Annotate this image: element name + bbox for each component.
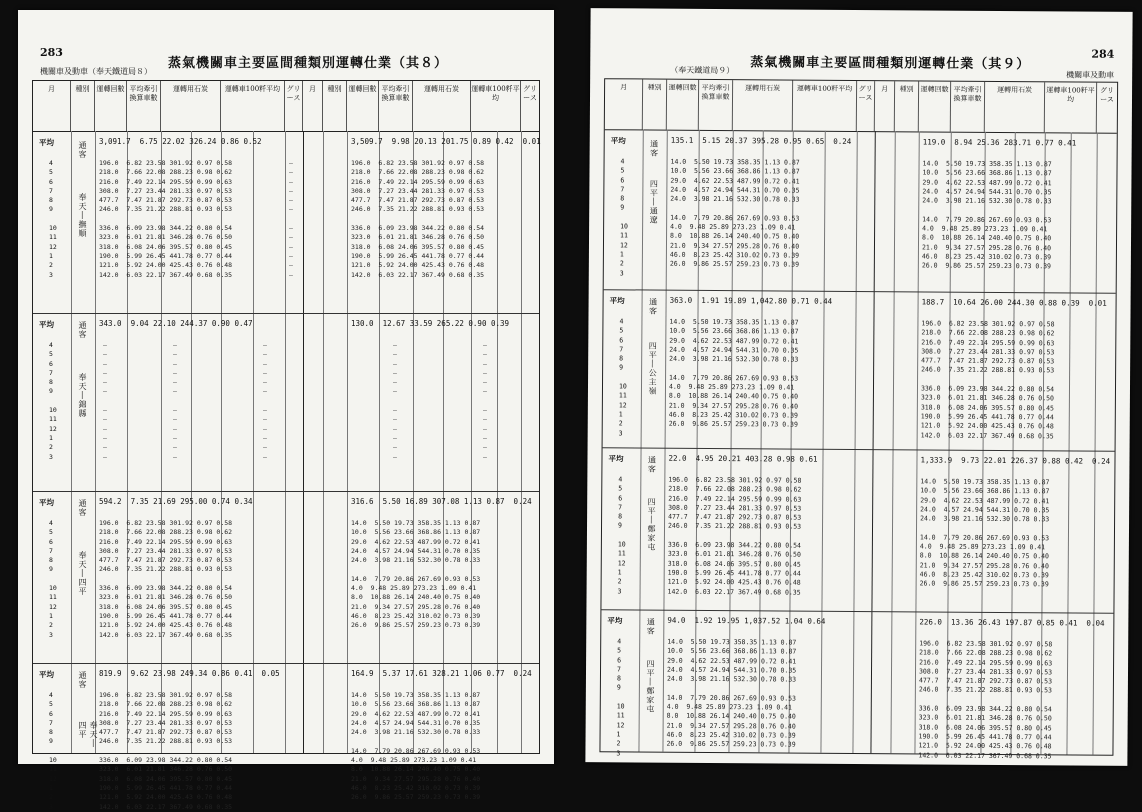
route-label: 四平―鄭家屯 xyxy=(645,659,656,714)
header-avg-2: 運轉車100粁平均 xyxy=(471,81,521,131)
page-title: 蒸氣機關車主要區間種類別運轉仕業（其９） xyxy=(750,55,1031,73)
data-table xyxy=(32,80,541,811)
data-table xyxy=(599,78,1118,760)
header-cars-2: 平均牽引換算車數 xyxy=(951,82,985,132)
avg-values-2: 1,333.9 9.73 22.01 226.37 0.88 0.42 0.24 xyxy=(920,455,1111,466)
page-subtitle: 機關車及動車（奉天鐵道局８） xyxy=(40,67,152,76)
route-label: 四平―通遼 xyxy=(649,179,659,225)
route-label: 奉天―撫順 xyxy=(78,193,87,238)
header-avg-2: 運轉車100粁平均 xyxy=(1045,82,1097,132)
header-month: 月 xyxy=(33,81,71,131)
header-runs-2: 運轉回數 xyxy=(919,81,951,131)
header-cars-2: 平均牽引換算車數 xyxy=(379,81,413,131)
table-header xyxy=(33,81,539,132)
month-column: 4 5 6 7 8 9 10 11 12 1 2 3 xyxy=(49,519,57,639)
header-coal: 運轉用石炭 xyxy=(161,81,221,131)
avg-values-2: 164.9 5.37 17.61 328.21 1.06 0.77 0.24 xyxy=(351,669,532,678)
avg-values-2: 316.6 5.50 16.89 307.08 1.13 0.87 0.24 xyxy=(351,497,532,506)
avg-label: 平均 xyxy=(39,138,54,147)
data-rows-2: 14.0 5.50 19.73 358.35 1.13 0.87 10.0 5.56 23.66 368.86 1.13 0.87 29.0 4.62 22.53 487.99 0.72 0.41 24.0 4.57 24.94 544.31 0.70 0.35 24.0 3.98 21.16 532.30 0.78 0.33 14.0 7.79 20.86 267.69 0.93 0.53 4.0 9.48 25.89 273.23 1.09 0.41 8.0 10.88 26.14 240.40 0.75 0.40 21.0 9.34 27.57 295.28 0.76 0.40 46.0 8.23 25.42 310.02 0.73 0.39 26.0 9.86 25.57 259.23 0.73 0.39 xyxy=(919,477,1050,589)
data-rows-2: 14.0 5.50 19.73 358.35 1.13 0.87 10.0 5.56 23.66 368.86 1.13 0.87 29.0 4.62 22.53 487.99 0.72 0.41 24.0 4.57 24.94 544.31 0.70 0.35 24.0 3.98 21.16 532.30 0.78 0.33 14.0 7.79 20.86 267.69 0.93 0.53 4.0 9.48 25.89 273.23 1.09 0.41 8.0 10.88 26.14 240.40 0.75 0.40 21.0 9.34 27.57 295.28 0.76 0.40 46.0 8.23 25.42 310.02 0.73 0.39 26.0 9.86 25.57 259.23 0.73 0.39 xyxy=(921,159,1052,271)
avg-label: 平均 xyxy=(39,320,54,329)
data-rows: 14.0 5.50 19.73 358.35 1.13 0.87 10.0 5.56 23.66 368.86 1.13 0.87 29.0 4.62 22.53 487.99 0.72 0.41 24.0 4.57 24.94 544.31 0.70 0.35 24.0 3.98 21.16 532.30 0.78 0.33 14.0 7.79 20.86 267.69 0.93 0.53 4.0 9.48 25.89 273.23 1.09 0.41 8.0 10.88 26.14 240.40 0.75 0.40 21.0 9.34 27.57 295.28 0.76 0.40 46.0 8.23 25.42 310.02 0.73 0.39 26.0 9.86 25.57 259.23 0.73 0.39 xyxy=(666,637,797,749)
month-column: 4 5 6 7 8 9 10 11 12 1 2 3 xyxy=(617,475,626,595)
table-header xyxy=(605,79,1117,134)
avg-label: 平均 xyxy=(39,670,54,679)
data-rows: 14.0 5.50 19.73 358.35 1.13 0.87 10.0 5.56 23.66 368.86 1.13 0.87 29.0 4.62 22.53 487.99 0.72 0.41 24.0 4.57 24.94 544.31 0.70 0.35 24.0 3.98 21.16 532.30 0.78 0.33 14.0 7.79 20.86 267.69 0.93 0.53 4.0 9.48 25.89 273.23 1.09 0.41 8.0 10.88 26.14 240.40 0.75 0.40 21.0 9.34 27.57 295.28 0.76 0.40 46.0 8.23 25.42 310.02 0.73 0.39 26.0 9.86 25.57 259.23 0.73 0.39 xyxy=(668,317,799,429)
kind-label: 通客 xyxy=(649,139,659,158)
route-label: 奉天―四平 xyxy=(78,721,98,748)
header-grease: グリース xyxy=(285,81,303,131)
avg-label: 平均 xyxy=(609,296,625,306)
kind-label: 通客 xyxy=(78,671,87,689)
data-rows: 196.0 6.82 23.58 301.92 0.97 0.58 218.0 7.66 22.08 288.23 0.98 0.62 216.0 7.49 22.14 295.59 0.99 0.63 308.0 7.27 23.44 281.33 0.97 0.53 477.7 7.47 21.87 292.73 0.87 0.53 246.0 7.35 21.22 288.81 0.93 0.53 336.0 6.09 23.98 344.22 0.80 0.54 323.0 6.01 21.81 346.28 0.76 0.50 318.0 6.08 24.06 395.57 0.80 0.45 190.0 5.99 26.45 441.78 0.77 0.44 121.0 5.92 24.00 425.43 0.76 0.48 142.0 6.03 22.17 367.49 0.68 0.35 xyxy=(667,475,802,597)
left-page xyxy=(18,10,554,811)
right-page xyxy=(585,8,1132,766)
header-grease-2: グリース xyxy=(1100,86,1115,104)
month-column: 4 5 6 7 8 9 10 11 12 1 2 3 xyxy=(616,637,625,757)
route-label: 四平―公主嶺 xyxy=(647,341,658,396)
avg-values: 22.0 4.95 20.21 403.28 0.98 0.61 xyxy=(668,453,818,464)
header-avg: 運轉車100粁平均 xyxy=(221,81,285,131)
dash-column: ― ― ― ― ― ― ― ― ― ― ― ― xyxy=(289,159,293,279)
kind-label: 通客 xyxy=(78,499,87,517)
data-rows-2: 14.0 5.50 19.73 358.35 1.13 0.87 10.0 5.56 23.66 368.86 1.13 0.87 29.0 4.62 22.53 487.99 0.72 0.41 24.0 4.57 24.94 544.31 0.70 0.35 24.0 3.98 21.16 532.30 0.78 0.33 14.0 7.79 20.86 267.69 0.93 0.53 4.0 9.48 25.89 273.23 1.09 0.41 8.0 10.88 26.14 240.40 0.75 0.40 21.0 9.34 27.57 295.28 0.76 0.40 46.0 8.23 25.42 310.02 0.73 0.39 26.0 9.86 25.57 259.23 0.73 0.39 xyxy=(351,691,481,802)
header-month-2: 月 xyxy=(303,81,323,131)
route-label: 奉天―四平 xyxy=(78,551,87,596)
avg-label: 平均 xyxy=(610,136,626,146)
avg-values: 3,091.7 6.75 22.02 326.24 0.86 0.52 xyxy=(99,137,262,146)
dash-column: ― ― ― ― ― ― ― ― ― ― ― ― xyxy=(103,341,107,461)
kind-label: 通客 xyxy=(78,321,87,339)
data-rows: 196.0 6.82 23.58 301.92 0.97 0.58 218.0 7.66 22.08 288.23 0.98 0.62 216.0 7.49 22.14 295.59 0.99 0.63 308.0 7.27 23.44 281.33 0.97 0.53 477.7 7.47 21.87 292.73 0.87 0.53 246.0 7.35 21.22 288.81 0.93 0.53 336.0 6.09 23.98 344.22 0.80 0.54 323.0 6.01 21.81 346.28 0.76 0.50 318.0 6.08 24.06 395.57 0.80 0.45 190.0 5.99 26.45 441.78 0.77 0.44 121.0 5.92 24.00 425.43 0.76 0.48 142.0 6.03 22.17 367.49 0.68 0.35 xyxy=(99,519,233,639)
header-avg: 運轉車100粁平均 xyxy=(793,81,857,131)
header-coal: 運轉用石炭 xyxy=(733,80,793,130)
data-rows: 14.0 5.50 19.73 358.35 1.13 0.87 10.0 5.56 23.66 368.86 1.13 0.87 29.0 4.62 22.53 487.99 0.72 0.41 24.0 4.57 24.94 544.31 0.70 0.35 24.0 3.98 21.16 532.30 0.78 0.33 14.0 7.79 20.86 267.69 0.93 0.53 4.0 9.48 25.89 273.23 1.09 0.41 8.0 10.88 26.14 240.40 0.75 0.40 21.0 9.34 27.57 295.28 0.76 0.40 46.0 8.23 25.42 310.02 0.73 0.39 26.0 9.86 25.57 259.23 0.73 0.39 xyxy=(669,157,800,269)
corner-label: 機關車及動車 xyxy=(1066,70,1115,80)
month-column: 4 5 6 7 8 9 10 11 12 1 2 3 xyxy=(618,317,627,437)
avg-label: 平均 xyxy=(607,616,623,626)
data-rows-2: 14.0 5.50 19.73 358.35 1.13 0.87 10.0 5.56 23.66 368.86 1.13 0.87 29.0 4.62 22.53 487.99 0.72 0.41 24.0 4.57 24.94 544.31 0.70 0.35 24.0 3.98 21.16 532.30 0.78 0.33 14.0 7.79 20.86 267.69 0.93 0.53 4.0 9.48 25.89 273.23 1.09 0.41 8.0 10.88 26.14 240.40 0.75 0.40 21.0 9.34 27.57 295.28 0.76 0.40 46.0 8.23 25.42 310.02 0.73 0.39 26.0 9.86 25.57 259.23 0.73 0.39 xyxy=(351,519,481,630)
page-number: 283 xyxy=(40,46,63,59)
header-cars: 平均牽引換算車數 xyxy=(699,80,733,130)
avg-label: 平均 xyxy=(608,454,624,464)
avg-values: 363.0 1.91 19.89 1,042.80 0.71 0.44 xyxy=(669,295,833,306)
header-kind-2: 種別 xyxy=(323,81,347,131)
header-month-2: 月 xyxy=(875,81,895,131)
header-runs: 運轉回數 xyxy=(667,80,699,130)
month-column: 4 5 6 7 8 9 10 11 12 1 2 3 xyxy=(49,691,57,811)
avg-values: 343.0 9.04 22.10 244.37 0.90 0.47 xyxy=(99,319,253,328)
kind-label: 通客 xyxy=(646,617,656,636)
header-coal-2: 運轉用石炭 xyxy=(413,81,471,131)
kind-label: 通客 xyxy=(647,455,657,474)
avg-values-2: 119.0 8.94 25.36 283.71 0.77 0.41 xyxy=(922,137,1077,148)
data-rows: 196.0 6.82 23.58 301.92 0.97 0.58 218.0 7.66 22.08 288.23 0.98 0.62 216.0 7.49 22.14 295.59 0.99 0.63 308.0 7.27 23.44 281.33 0.97 0.53 477.7 7.47 21.87 292.73 0.87 0.53 246.0 7.35 21.22 288.81 0.93 0.53 336.0 6.09 23.98 344.22 0.80 0.54 323.0 6.01 21.81 346.28 0.76 0.50 318.0 6.08 24.06 395.57 0.80 0.45 190.0 5.99 26.45 441.78 0.77 0.44 121.0 5.92 24.00 425.43 0.76 0.48 142.0 6.03 22.17 367.49 0.68 0.35 xyxy=(99,159,233,279)
data-rows-2: 196.0 6.82 23.58 301.92 0.97 0.58 218.0 7.66 22.08 288.23 0.98 0.62 216.0 7.49 22.14 295.59 0.99 0.63 308.0 7.27 23.44 281.33 0.97 0.53 477.7 7.47 21.87 292.73 0.87 0.53 246.0 7.35 21.22 288.81 0.93 0.53 336.0 6.09 23.98 344.22 0.80 0.54 323.0 6.01 21.81 346.28 0.76 0.50 318.0 6.08 24.06 395.57 0.80 0.45 190.0 5.99 26.45 441.78 0.77 0.44 121.0 5.92 24.00 425.43 0.76 0.48 142.0 6.03 22.17 367.49 0.68 0.35 xyxy=(351,159,485,279)
header-grease: グリース xyxy=(857,81,875,131)
header-kind: 種別 xyxy=(643,79,667,129)
header-kind: 種別 xyxy=(71,81,95,131)
avg-values: 594.2 7.35 21.69 295.00 0.74 0.34 xyxy=(99,497,253,506)
dash-column: ― ― ― ― ― ― ― ― ― ― ― ― xyxy=(393,341,397,461)
header-grease-2: グリース xyxy=(523,85,537,102)
avg-values: 94.0 1.92 19.95 1,037.52 1.04 0.64 xyxy=(667,615,826,626)
avg-values: 819.9 9.62 23.98 249.34 0.86 0.41 0.05 xyxy=(99,669,280,678)
page-number: 284 xyxy=(1091,47,1115,61)
dash-column: ― ― ― ― ― ― ― ― ― ― ― ― xyxy=(263,341,267,461)
month-column: 4 5 6 7 8 9 10 11 12 1 2 3 xyxy=(619,157,628,277)
dash-column: ― ― ― ― ― ― ― ― ― ― ― ― xyxy=(173,341,177,461)
header-month: 月 xyxy=(605,79,643,129)
avg-values-2: 226.0 13.36 26.43 197.87 0.85 0.41 0.04 xyxy=(919,617,1105,628)
header-runs: 運轉回數 xyxy=(95,81,127,131)
month-column: 4 5 6 7 8 9 10 11 12 1 2 3 xyxy=(49,341,57,461)
route-label: 奉天―錦縣 xyxy=(78,373,87,418)
avg-values: 135.1 5.15 20.37 395.28 0.95 0.65 0.24 xyxy=(670,135,852,146)
avg-label: 平均 xyxy=(39,498,54,507)
kind-label: 通客 xyxy=(648,297,658,316)
avg-values-2: 188.7 10.64 26.00 244.30 0.88 0.39 0.01 xyxy=(921,297,1107,308)
avg-values-2: 3,509.7 9.98 20.13 201.75 0.89 0.42 0.01 xyxy=(351,137,541,146)
header-cars: 平均牽引換算車數 xyxy=(127,81,161,131)
header-runs-2: 運轉回數 xyxy=(347,81,379,131)
data-rows-2: 196.0 6.82 23.58 301.92 0.97 0.58 218.0 7.66 22.08 288.23 0.98 0.62 216.0 7.49 22.14 295.59 0.99 0.63 308.0 7.27 23.44 281.33 0.97 0.53 477.7 7.47 21.87 292.73 0.87 0.53 246.0 7.35 21.22 288.81 0.93 0.53 336.0 6.09 23.98 344.22 0.80 0.54 323.0 6.01 21.81 346.28 0.76 0.50 318.0 6.08 24.06 395.57 0.80 0.45 190.0 5.99 26.45 441.78 0.77 0.44 121.0 5.92 24.00 425.43 0.76 0.48 142.0 6.03 22.17 367.49 0.68 0.35 xyxy=(920,319,1055,440)
header-coal-2: 運轉用石炭 xyxy=(985,82,1045,132)
route-label: 四平―鄭家屯 xyxy=(646,497,657,552)
page-title: 蒸氣機關車主要區間種類別運轉仕業（其８） xyxy=(168,56,449,71)
kind-label: 通客 xyxy=(78,141,87,159)
month-column: 4 5 6 7 8 9 10 11 12 1 2 3 xyxy=(49,159,57,279)
data-rows: 196.0 6.82 23.58 301.92 0.97 0.58 218.0 7.66 22.08 288.23 0.98 0.62 216.0 7.49 22.14 295.59 0.99 0.63 308.0 7.27 23.44 281.33 0.97 0.53 477.7 7.47 21.87 292.73 0.87 0.53 246.0 7.35 21.22 288.81 0.93 0.53 336.0 6.09 23.98 344.22 0.80 0.54 323.0 6.01 21.81 346.28 0.76 0.50 318.0 6.08 24.06 395.57 0.80 0.45 190.0 5.99 26.45 441.78 0.77 0.44 121.0 5.92 24.00 425.43 0.76 0.48 142.0 6.03 22.17 367.49 0.68 0.35 xyxy=(99,691,233,811)
header-kind-2: 種別 xyxy=(895,81,919,131)
avg-values-2: 130.0 12.67 33.59 265.22 0.90 0.39 xyxy=(351,319,510,328)
page-subtitle: （奉天鐵道局９） xyxy=(670,65,735,76)
dash-column: ― ― ― ― ― ― ― ― ― ― ― ― xyxy=(483,341,487,461)
data-rows-2: 196.0 6.82 23.58 301.92 0.97 0.58 218.0 7.66 22.08 288.23 0.98 0.62 216.0 7.49 22.14 295.59 0.99 0.63 308.0 7.27 23.44 281.33 0.97 0.53 477.7 7.47 21.87 292.73 0.87 0.53 246.0 7.35 21.22 288.81 0.93 0.53 336.0 6.09 23.98 344.22 0.80 0.54 323.0 6.01 21.81 346.28 0.76 0.50 318.0 6.08 24.06 395.57 0.80 0.45 190.0 5.99 26.45 441.78 0.77 0.44 121.0 5.92 24.00 425.43 0.76 0.48 142.0 6.03 22.17 367.49 0.68 0.35 xyxy=(918,639,1053,760)
